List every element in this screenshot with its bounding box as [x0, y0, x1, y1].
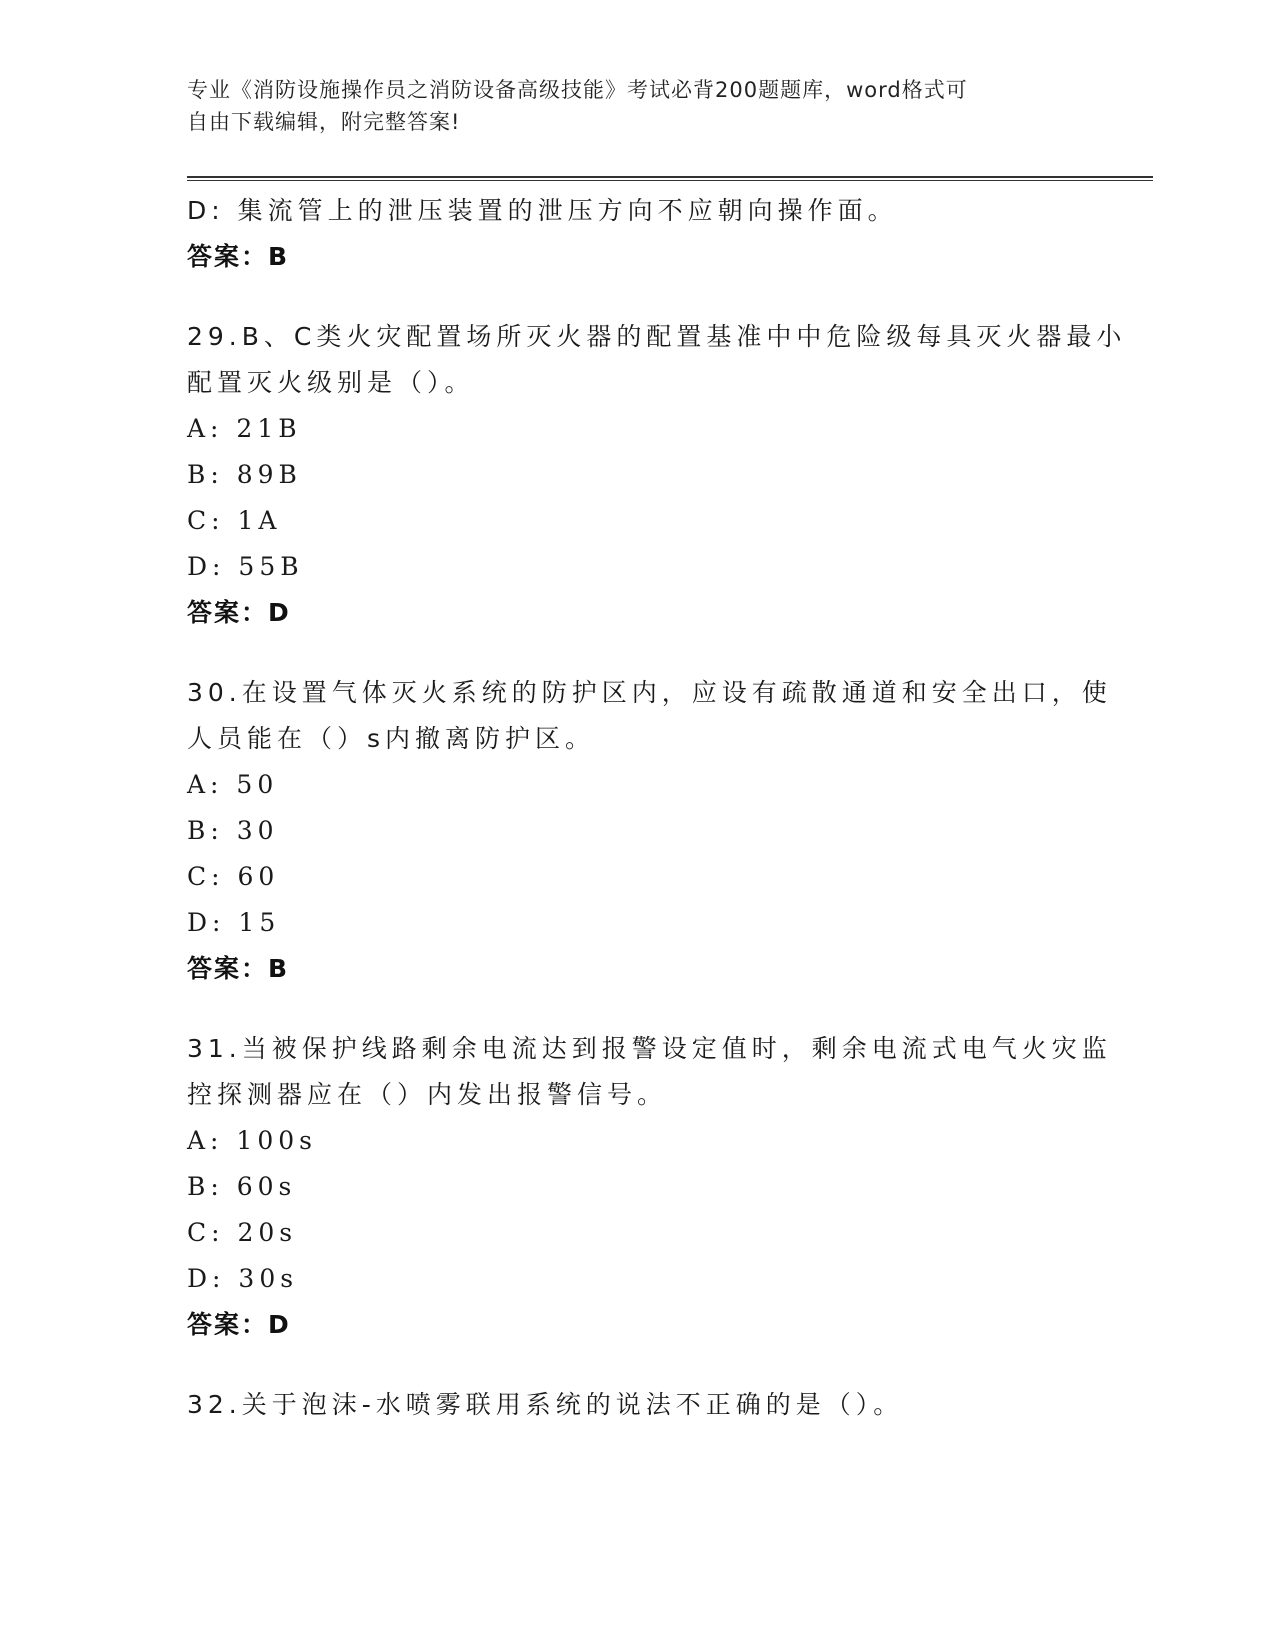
question-stem-line-1: 31.当被保护线路剩余电流达到报警设定值时，剩余电流式电气火灾监 — [187, 1034, 1112, 1063]
option-b: B: 60s — [187, 1172, 297, 1201]
question-stem-line-1: 32.关于泡沫-水喷雾联用系统的说法不正确的是（）。 — [187, 1390, 904, 1419]
header-line-1: 专业《消防设施操作员之消防设备高级技能》考试必背200题题库，word格式可 — [187, 78, 968, 102]
answer-label: 答案：B — [187, 242, 290, 271]
option-d: D: 集流管上的泄压装置的泄压方向不应朝向操作面。 — [187, 196, 898, 225]
option-a: A: 21B — [187, 414, 302, 443]
option-a: A: 100s — [187, 1126, 317, 1155]
option-d: D: 30s — [187, 1264, 299, 1293]
option-d: D: 15 — [187, 908, 281, 937]
question-29 — [187, 314, 1127, 636]
option-b: B: 89B — [187, 460, 302, 489]
option-c: C: 20s — [187, 1218, 298, 1247]
answer-label: 答案：D — [187, 1310, 291, 1339]
header-divider — [187, 176, 1153, 181]
question-stem-line-2: 人员能在（）s内撤离防护区。 — [187, 724, 596, 753]
document-body — [187, 188, 1127, 1428]
question-stem-line-1: 29.B、C类火灾配置场所灭火器的配置基准中中危险级每具灭火器最小 — [187, 322, 1127, 351]
question-30 — [187, 670, 1112, 992]
question-stem-line-1: 30.在设置气体灭火系统的防护区内，应设有疏散通道和安全出口，使 — [187, 678, 1112, 707]
question-31 — [187, 1026, 1112, 1348]
option-d: D: 55B — [187, 552, 304, 581]
option-b: B: 30 — [187, 816, 279, 845]
question-32 — [187, 1382, 1087, 1428]
document-header — [187, 74, 1067, 138]
question-stem-line-2: 控探测器应在（）内发出报警信号。 — [187, 1080, 668, 1109]
option-c: C: 60 — [187, 862, 280, 891]
header-line-2: 自由下载编辑，附完整答案! — [187, 110, 461, 134]
answer-label: 答案：B — [187, 954, 290, 983]
question-stem-line-2: 配置灭火级别是（）。 — [187, 368, 475, 397]
option-a: A: 50 — [187, 770, 279, 799]
answer-label: 答案：D — [187, 598, 291, 627]
previous-question-tail — [187, 188, 1087, 280]
option-c: C: 1A — [187, 506, 282, 535]
